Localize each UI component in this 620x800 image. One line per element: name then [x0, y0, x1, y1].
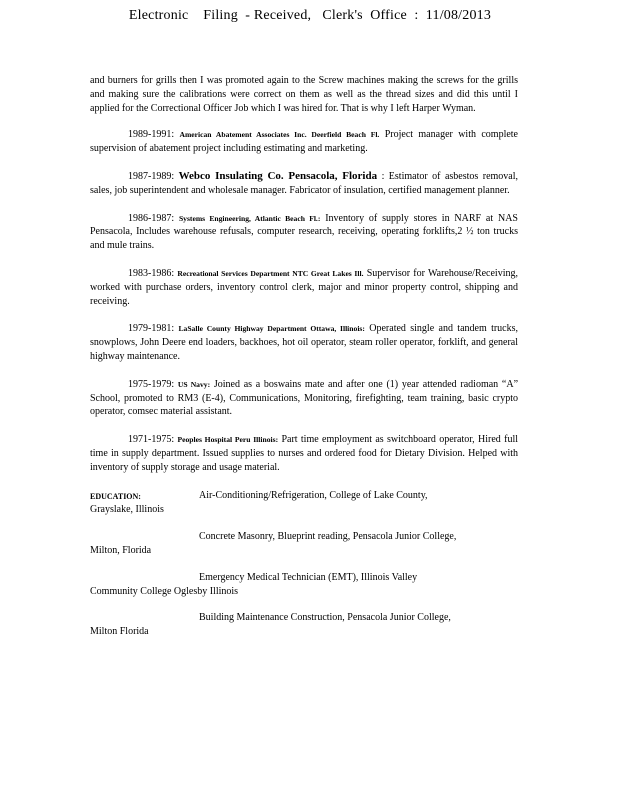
education-item — [90, 489, 518, 518]
job-entry — [90, 267, 518, 308]
job-entry — [90, 170, 518, 198]
job-years: 1971-1975: — [128, 434, 175, 446]
education-indent — [90, 571, 199, 585]
job-paragraph — [90, 378, 518, 419]
education-program: Concrete Masonry, Blueprint reading, Pensacola Junior College, — [199, 531, 457, 543]
intro-paragraph: and burners for grills then I was promoted again to the Screw machines making the screws for the grills and making sure the calibrations were correct on them as well as the thread sizes and did this until I applied for the Correctional Officer Job which I was hired for. That is why I left Harper Wyman. — [90, 75, 518, 114]
education-program: Emergency Medical Technician (EMT), Illinois Valley — [199, 571, 418, 583]
job-description: Project manager with complete supervision of abatement project including estimating and marketing. — [90, 129, 518, 155]
job-organization: Systems Engineering, Atlantic Beach Fl.: — [178, 213, 321, 223]
job-description: Operated single and tandem trucks, snowplows, John Deere end loaders, backhoes, hot oil operator, steam roller operator, forklift, and general highway maintenance. — [90, 323, 519, 362]
job-paragraph — [90, 128, 518, 156]
education-item-line — [90, 530, 518, 544]
job-organization: LaSalle County Highway Department Ottawa, Illinois: — [178, 324, 365, 334]
job-organization: Webco Insulating Co. Pensacola, Florida — [178, 169, 378, 182]
job-description: : Estimator of asbestos removal, sales, job superintendent and wholesale manager. Fabricator of insulation, certified management planner. — [90, 170, 518, 196]
education-indent — [90, 530, 199, 544]
education-location: Milton, Florida — [90, 544, 152, 556]
education-item-line — [90, 489, 518, 504]
job-paragraph — [90, 267, 518, 308]
education-program: Air-Conditioning/Refrigeration, College of Lake County, — [199, 489, 428, 501]
education-item-line — [90, 611, 518, 625]
job-years: 1975-1979: — [128, 378, 175, 390]
education-section — [90, 489, 518, 639]
job-description: Joined as a boswains mate and after one (1) year attended radioman “A” School, promoted to RM3 (E-4), Communications, Monitoring, firefighting, team training, basic crypto operator, comsec material assistant. — [90, 378, 519, 418]
job-years: 1986-1987: — [128, 212, 175, 224]
job-years: 1987-1989: — [128, 170, 175, 182]
job-paragraph — [90, 170, 518, 198]
employment-history — [90, 128, 518, 474]
job-description: Supervisor for Warehouse/Receiving, worked with purchase orders, inventory control clerk, major and minor property control, shipping and receiving. — [90, 267, 518, 307]
job-entry — [90, 128, 518, 156]
filing-header: Electronic Filing - Received, Clerk's Office : 11/08/2013 — [128, 8, 492, 23]
job-entry — [90, 212, 518, 253]
job-years: 1979-1981: — [128, 323, 175, 335]
job-entry — [90, 433, 518, 474]
education-program: Building Maintenance Construction, Pensacola Junior College, — [199, 612, 451, 624]
job-organization: Peoples Hospital Peru Illinois: — [177, 435, 279, 445]
job-organization: Recreational Services Department NTC Great Lakes Ill. — [177, 268, 364, 278]
job-organization: American Abatement Associates Inc. Deerfield Beach Fl. — [179, 130, 380, 140]
education-item — [90, 571, 518, 599]
job-description: Inventory of supply stores in NARF at NAS Pensacola, Includes warehouse refusals, computer research, receiving, operating forklifts,2 ½ ton trucks and mule trains. — [90, 212, 518, 252]
job-organization: US Navy: — [177, 379, 211, 389]
education-label: EDUCATION: — [90, 491, 141, 501]
job-paragraph — [90, 212, 518, 253]
job-paragraph — [90, 322, 518, 363]
job-entry — [90, 378, 518, 419]
job-entry — [90, 322, 518, 363]
education-location: Community College Oglesby Illinois — [90, 585, 239, 597]
job-description: Part time employment as switchboard operator, Hired full time in supply department. Issued supplies to nurses and ordered food for Dietary Division. Helped with inventory of supply storage and usage material. — [90, 434, 519, 473]
education-location: Grayslake, Illinois — [90, 504, 164, 516]
job-years: 1983-1986: — [128, 267, 175, 279]
job-paragraph — [90, 433, 518, 474]
education-location: Milton Florida — [90, 626, 149, 638]
education-indent — [90, 611, 199, 625]
job-years: 1989-1991: — [128, 129, 175, 141]
education-item — [90, 530, 518, 558]
document-body — [90, 74, 518, 652]
education-item-line — [90, 571, 518, 585]
education-item — [90, 611, 518, 639]
